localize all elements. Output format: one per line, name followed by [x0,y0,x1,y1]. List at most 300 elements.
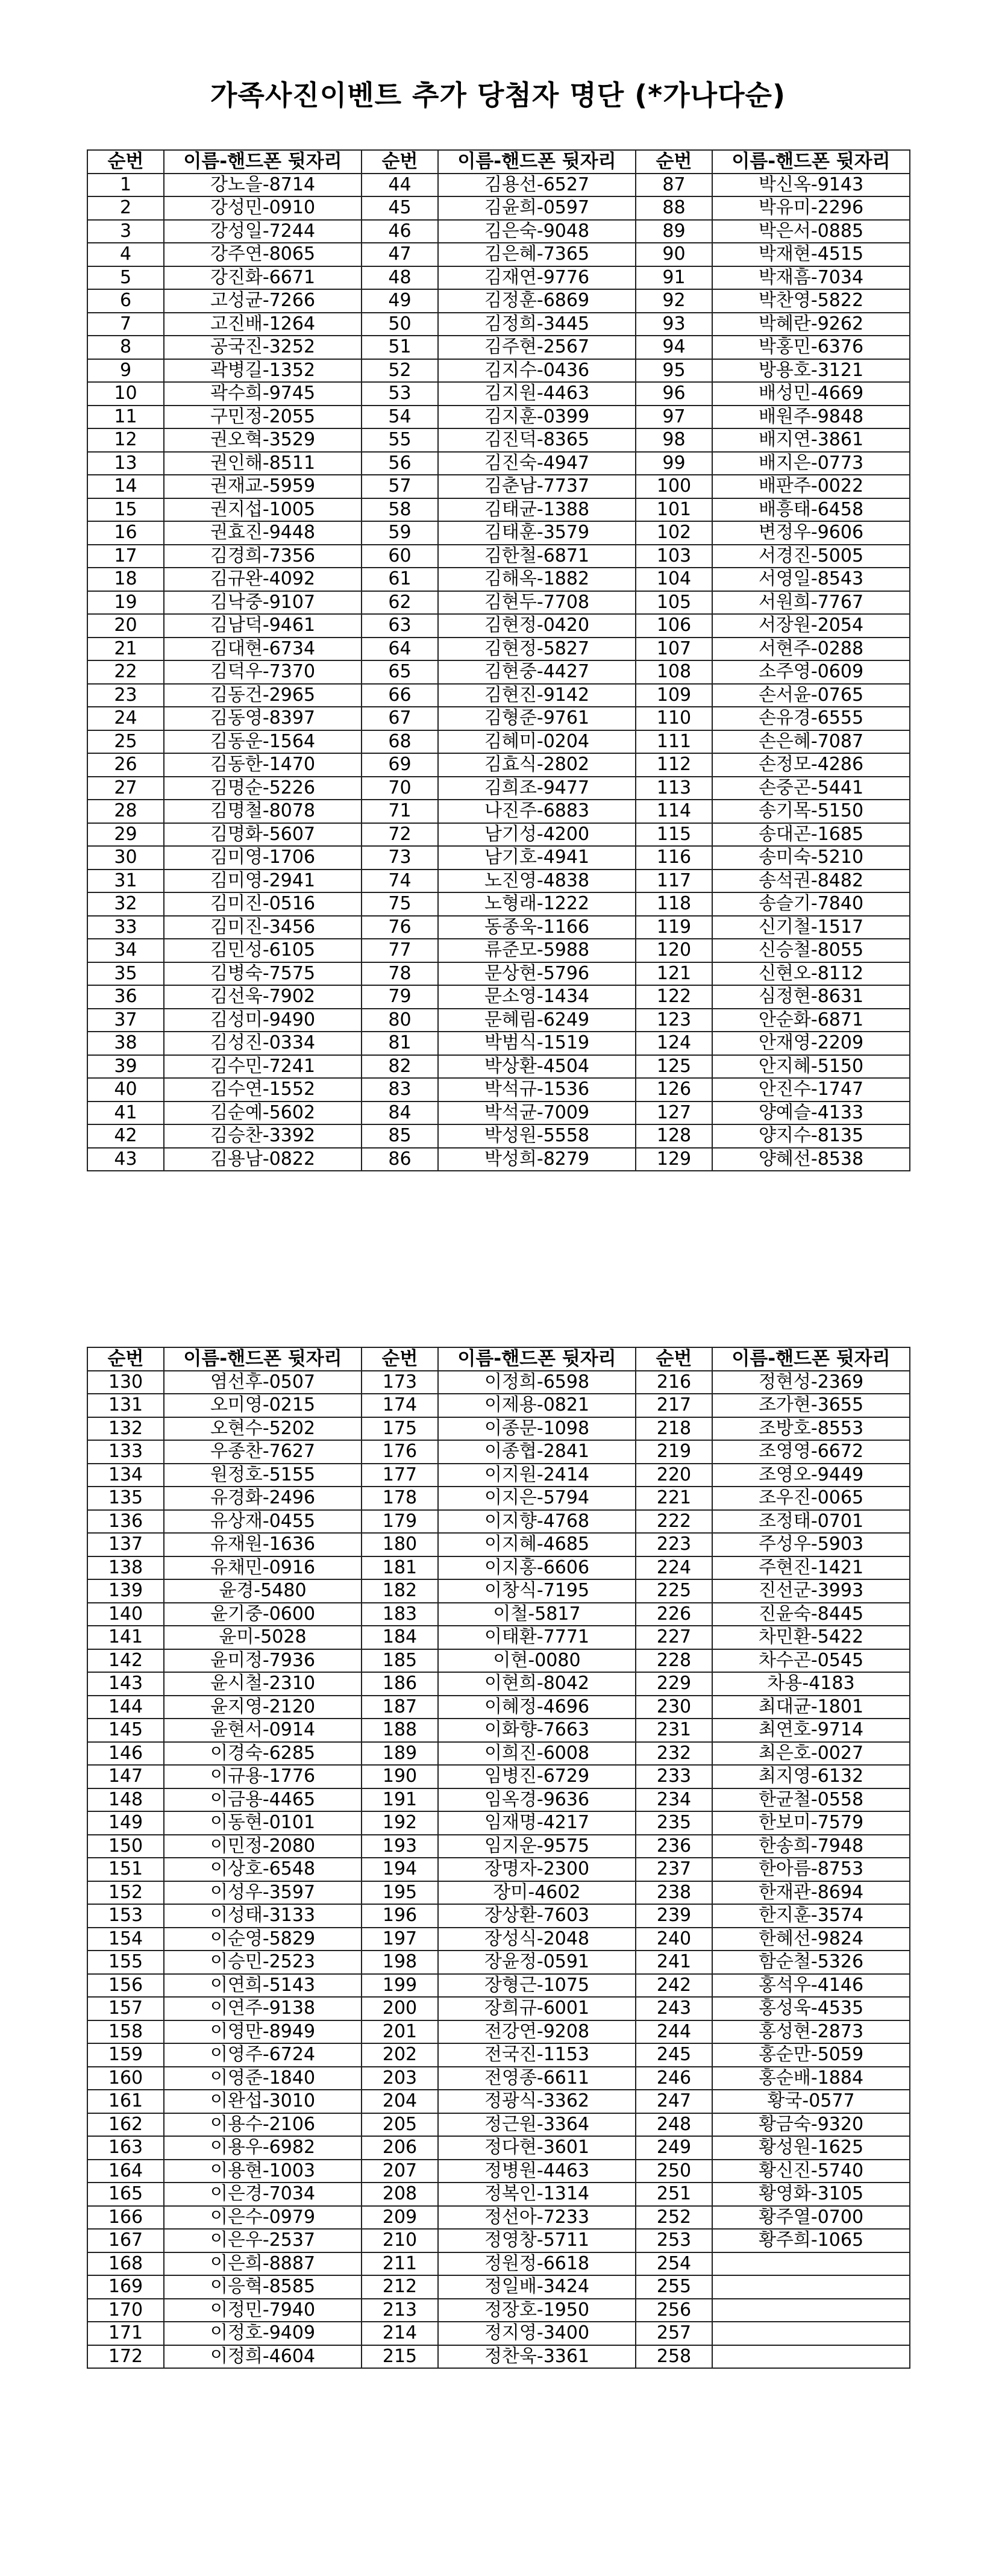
entry-name: 김용선-6527 [438,174,636,197]
entry-name: 정선아-7233 [438,2206,636,2230]
entry-name: 김현중-4427 [438,660,636,684]
entry-name: 배판주-0022 [712,475,910,498]
entry-number: 171 [87,2322,164,2345]
entry-number: 244 [636,2020,712,2044]
entry-number: 32 [87,892,164,916]
entry-name: 송미숙-5210 [712,846,910,870]
entry-number: 214 [362,2322,438,2345]
entry-name: 송석권-8482 [712,870,910,893]
entry-number: 113 [636,777,712,800]
entry-name: 고성균-7266 [164,289,362,313]
entry-number: 35 [87,962,164,986]
entry-number: 17 [87,545,164,568]
header-number: 순번 [636,1347,712,1371]
entry-name: 이상호-6548 [164,1858,362,1881]
entry-name: 정일배-3424 [438,2275,636,2299]
entry-number: 237 [636,1858,712,1881]
page-title: 가족사진이벤트 추가 당첨자 명단 (*가나다순) [210,79,786,111]
entry-number: 256 [636,2299,712,2322]
table-row [87,2275,910,2299]
entry-name: 김미진-0516 [164,892,362,916]
table-row [87,2229,910,2252]
entry-name: 권재교-5959 [164,475,362,498]
entry-number: 73 [362,846,438,870]
entry-number: 49 [362,289,438,313]
entry-number: 130 [87,1371,164,1394]
header-number: 순번 [87,1347,164,1371]
table-row [87,428,910,452]
entry-number: 54 [362,406,438,429]
entry-name: 조가현-3655 [712,1394,910,1417]
table-row [87,753,910,777]
entry-number: 209 [362,2206,438,2230]
header-name: 이름-핸드폰 뒷자리 [712,1347,910,1371]
entry-name: 양지수-8135 [712,1124,910,1148]
entry-name: 이정희-4604 [164,2345,362,2369]
entry-name: 김성진-0334 [164,1032,362,1055]
header-number: 순번 [362,1347,438,1371]
entry-name: 이정호-9409 [164,2322,362,2345]
entry-number: 23 [87,684,164,707]
entry-number: 10 [87,382,164,406]
entry-name: 황성원-1625 [712,2136,910,2160]
entry-name: 차민환-5422 [712,1626,910,1649]
entry-number: 156 [87,1974,164,1998]
entry-number: 135 [87,1487,164,1510]
entry-number: 58 [362,498,438,522]
entry-name: 류준모-5988 [438,939,636,962]
entry-number: 136 [87,1510,164,1534]
entry-name: 정현성-2369 [712,1371,910,1394]
table-row [87,243,910,266]
entry-name: 황신진-5740 [712,2160,910,2183]
entry-number: 139 [87,1579,164,1603]
entry-name: 신현오-8112 [712,962,910,986]
entry-name: 김동건-2965 [164,684,362,707]
entry-name: 강주연-8065 [164,243,362,266]
entry-number: 126 [636,1078,712,1102]
entry-name: 임지운-9575 [438,1835,636,1858]
entry-name: 박재현-4515 [712,243,910,266]
entry-number: 217 [636,1394,712,1417]
entry-number: 51 [362,336,438,359]
entry-name: 신기철-1517 [712,916,910,939]
table-row [87,1487,910,1510]
entry-name: 김진덕-8365 [438,428,636,452]
entry-name: 원정호-5155 [164,1464,362,1487]
entry-number: 248 [636,2113,712,2137]
entry-number: 198 [362,1951,438,1974]
entry-number: 79 [362,985,438,1009]
entry-name: 윤기중-0600 [164,1603,362,1626]
entry-name: 권지섭-1005 [164,498,362,522]
entry-number: 45 [362,196,438,220]
table-row [87,2136,910,2160]
entry-number: 208 [362,2183,438,2206]
entry-name: 황국-0577 [712,2090,910,2113]
entry-number: 122 [636,985,712,1009]
entry-name: 이연주-9138 [164,1997,362,2020]
table-row [87,591,910,615]
table-row [87,1148,910,1171]
entry-number: 95 [636,359,712,383]
entry-number: 223 [636,1533,712,1556]
table-row [87,707,910,730]
entry-name: 이종문-1098 [438,1417,636,1441]
entry-number: 173 [362,1371,438,1394]
entry-name: 서현주-0288 [712,638,910,661]
table-row [87,730,910,754]
entry-number: 180 [362,1533,438,1556]
entry-number: 63 [362,614,438,638]
entry-name: 주성우-5903 [712,1533,910,1556]
table-row [87,1672,910,1696]
entry-number: 206 [362,2136,438,2160]
entry-name: 이혜정-4696 [438,1696,636,1719]
entry-name: 김용남-0822 [164,1148,362,1171]
entry-number: 161 [87,2090,164,2113]
header-name: 이름-핸드폰 뒷자리 [438,150,636,174]
entry-number: 189 [362,1742,438,1766]
entry-name: 소주영-0609 [712,660,910,684]
entry-number: 39 [87,1055,164,1079]
entry-number: 74 [362,870,438,893]
entry-number: 56 [362,452,438,475]
entry-name: 김동한-1470 [164,753,362,777]
entry-number: 155 [87,1951,164,1974]
entry-number: 157 [87,1997,164,2020]
entry-number: 258 [636,2345,712,2369]
table-row [87,1951,910,1974]
entry-name: 이종협-2841 [438,1440,636,1464]
entry-name: 문소영-1434 [438,985,636,1009]
entry-name: 조영영-6672 [712,1440,910,1464]
table-row [87,660,910,684]
entry-name: 이은수-0979 [164,2206,362,2230]
table-row [87,1649,910,1673]
entry-number: 18 [87,568,164,591]
entry-name: 홍순배-1884 [712,2067,910,2090]
entry-number: 202 [362,2043,438,2067]
entry-name: 장성식-2048 [438,1928,636,1951]
entry-number: 149 [87,1811,164,1835]
entry-number: 50 [362,313,438,336]
entry-name: 임옥경-9636 [438,1788,636,1812]
entry-number: 165 [87,2183,164,2206]
entry-number: 85 [362,1124,438,1148]
table-row [87,1032,910,1055]
table-row [87,1835,910,1858]
entry-name: 나진주-6883 [438,800,636,823]
entry-number: 229 [636,1672,712,1696]
entry-name: 김미영-1706 [164,846,362,870]
entry-number: 80 [362,1009,438,1032]
entry-name: 김재연-9776 [438,266,636,290]
table-row [87,1719,910,1742]
entry-name [712,2345,910,2369]
entry-name: 김현두-7708 [438,591,636,615]
table-row [87,521,910,545]
entry-number: 212 [362,2275,438,2299]
table-row [87,289,910,313]
entry-number: 44 [362,174,438,197]
entry-name: 김한철-6871 [438,545,636,568]
entry-name: 강노을-8714 [164,174,362,197]
table-row [87,1696,910,1719]
entry-number: 29 [87,823,164,847]
entry-name: 강성일-7244 [164,220,362,243]
entry-name: 곽병길-1352 [164,359,362,383]
entry-number: 110 [636,707,712,730]
entry-name: 배성민-4669 [712,382,910,406]
entry-name: 황영화-3105 [712,2183,910,2206]
entry-number: 123 [636,1009,712,1032]
entry-number: 46 [362,220,438,243]
entry-number: 82 [362,1055,438,1079]
entry-number: 160 [87,2067,164,2090]
table-row [87,1533,910,1556]
table-row [87,452,910,475]
table-row [87,1997,910,2020]
entry-name: 이지홍-6606 [438,1556,636,1580]
entry-name: 김규완-4092 [164,568,362,591]
entry-name: 장명자-2300 [438,1858,636,1881]
entry-name: 주현진-1421 [712,1556,910,1580]
entry-name: 유경화-2496 [164,1487,362,1510]
table-row [87,823,910,847]
entry-name: 김명순-5226 [164,777,362,800]
table-row [87,266,910,290]
entry-number: 124 [636,1032,712,1055]
entry-number: 246 [636,2067,712,2090]
entry-name: 김주현-2567 [438,336,636,359]
entry-name: 이경숙-6285 [164,1742,362,1766]
entry-number: 91 [636,266,712,290]
table-row [87,1974,910,1998]
entry-name: 김지훈-0399 [438,406,636,429]
entry-number: 200 [362,1997,438,2020]
entry-number: 252 [636,2206,712,2230]
entry-number: 116 [636,846,712,870]
entry-number: 6 [87,289,164,313]
entry-number: 112 [636,753,712,777]
entry-name: 이지향-4768 [438,1510,636,1534]
entry-number: 36 [87,985,164,1009]
entry-name: 이지혜-4685 [438,1533,636,1556]
entry-name: 함순철-5326 [712,1951,910,1974]
entry-number: 27 [87,777,164,800]
entry-name: 윤시철-2310 [164,1672,362,1696]
entry-number: 71 [362,800,438,823]
header-number: 순번 [362,150,438,174]
entry-name: 한송희-7948 [712,1835,910,1858]
entry-number: 115 [636,823,712,847]
entry-number: 77 [362,939,438,962]
entry-number: 142 [87,1649,164,1673]
entry-number: 236 [636,1835,712,1858]
entry-name: 문상현-5796 [438,962,636,986]
entry-name: 서영일-8543 [712,568,910,591]
entry-number: 94 [636,336,712,359]
winners-table-2 [87,1347,910,2369]
entry-name: 이화향-7663 [438,1719,636,1742]
entry-number: 197 [362,1928,438,1951]
entry-name: 이영만-8949 [164,2020,362,2044]
entry-number: 204 [362,2090,438,2113]
entry-name: 이용수-2106 [164,2113,362,2137]
entry-number: 177 [362,1464,438,1487]
entry-number: 222 [636,1510,712,1534]
table-row [87,196,910,220]
entry-number: 205 [362,2113,438,2137]
table-row [87,1417,910,1441]
entry-name: 정다현-3601 [438,2136,636,2160]
entry-name: 이지원-2414 [438,1464,636,1487]
entry-name: 이은경-7034 [164,2183,362,2206]
entry-name: 신승철-8055 [712,939,910,962]
entry-number: 249 [636,2136,712,2160]
entry-number: 255 [636,2275,712,2299]
entry-number: 15 [87,498,164,522]
entry-name: 정지영-3400 [438,2322,636,2345]
entry-name: 강성민-0910 [164,196,362,220]
entry-name: 김윤희-0597 [438,196,636,220]
entry-number: 61 [362,568,438,591]
entry-number: 3 [87,220,164,243]
entry-number: 13 [87,452,164,475]
entry-number: 38 [87,1032,164,1055]
entry-name: 한지훈-3574 [712,1904,910,1928]
entry-number: 134 [87,1464,164,1487]
entry-number: 76 [362,916,438,939]
entry-number: 4 [87,243,164,266]
entry-name: 이금용-4465 [164,1788,362,1812]
entry-number: 47 [362,243,438,266]
entry-number: 164 [87,2160,164,2183]
entry-name: 김명철-8078 [164,800,362,823]
table-row [87,545,910,568]
entry-name: 노진영-4838 [438,870,636,893]
table-row [87,174,910,197]
entry-number: 97 [636,406,712,429]
entry-name: 박혜란-9262 [712,313,910,336]
entry-number: 68 [362,730,438,754]
entry-number: 195 [362,1881,438,1905]
entry-name: 정영창-5711 [438,2229,636,2252]
entry-number: 34 [87,939,164,962]
table-row [87,498,910,522]
entry-number: 166 [87,2206,164,2230]
table-row [87,220,910,243]
entry-number: 194 [362,1858,438,1881]
entry-number: 81 [362,1032,438,1055]
entry-name: 이정희-6598 [438,1371,636,1394]
entry-name: 변정우-9606 [712,521,910,545]
entry-name: 이정민-7940 [164,2299,362,2322]
table-row [87,985,910,1009]
entry-number: 250 [636,2160,712,2183]
table-row [87,475,910,498]
entry-number: 102 [636,521,712,545]
table-row [87,777,910,800]
entry-name: 박은서-0885 [712,220,910,243]
entry-number: 53 [362,382,438,406]
entry-name: 장윤정-0591 [438,1951,636,1974]
entry-name: 심정현-8631 [712,985,910,1009]
entry-name: 이민정-2080 [164,1835,362,1858]
entry-name: 권인해-8511 [164,452,362,475]
entry-name: 손정모-4286 [712,753,910,777]
entry-number: 37 [87,1009,164,1032]
table-row [87,1858,910,1881]
entry-name: 황주희-1065 [712,2229,910,2252]
entry-name: 김선욱-7902 [164,985,362,1009]
entry-number: 158 [87,2020,164,2044]
table-header-row [87,150,910,174]
entry-name: 임병진-6729 [438,1765,636,1788]
entry-name: 정장호-1950 [438,2299,636,2322]
table-row [87,1371,910,1394]
entry-number: 141 [87,1626,164,1649]
entry-name: 박석규-1536 [438,1078,636,1102]
entry-name: 김성미-9490 [164,1009,362,1032]
entry-name: 송대곤-1685 [712,823,910,847]
entry-number: 101 [636,498,712,522]
entry-number: 234 [636,1788,712,1812]
entry-number: 215 [362,2345,438,2369]
entry-number: 8 [87,336,164,359]
entry-name: 윤현서-0914 [164,1719,362,1742]
entry-number: 72 [362,823,438,847]
entry-name: 홍성욱-4535 [712,1997,910,2020]
entry-number: 21 [87,638,164,661]
table-row [87,2183,910,2206]
table-row [87,962,910,986]
entry-number: 238 [636,1881,712,1905]
entry-name: 정광식-3362 [438,2090,636,2113]
entry-number: 176 [362,1440,438,1464]
entry-name: 김순예-5602 [164,1102,362,1125]
entry-name: 전강연-9208 [438,2020,636,2044]
entry-name: 안재영-2209 [712,1032,910,1055]
entry-number: 67 [362,707,438,730]
table-row [87,359,910,383]
entry-name: 최지영-6132 [712,1765,910,1788]
entry-name: 안지혜-5150 [712,1055,910,1079]
entry-number: 30 [87,846,164,870]
entry-name: 손은혜-7087 [712,730,910,754]
entry-number: 218 [636,1417,712,1441]
entry-number: 242 [636,1974,712,1998]
entry-name: 문혜림-6249 [438,1009,636,1032]
entry-number: 170 [87,2299,164,2322]
header-number: 순번 [87,150,164,174]
entry-number: 65 [362,660,438,684]
entry-name: 손유경-6555 [712,707,910,730]
entry-number: 174 [362,1394,438,1417]
entry-name: 이은우-2537 [164,2229,362,2252]
entry-name: 김수민-7241 [164,1055,362,1079]
table-row [87,870,910,893]
table-header-row [87,1347,910,1371]
entry-name: 전영종-6611 [438,2067,636,2090]
entry-name: 김효식-2802 [438,753,636,777]
entry-name: 박범식-1519 [438,1032,636,1055]
entry-name: 안순화-6871 [712,1009,910,1032]
entry-number: 224 [636,1556,712,1580]
table-row [87,2299,910,2322]
entry-name: 김승찬-3392 [164,1124,362,1148]
